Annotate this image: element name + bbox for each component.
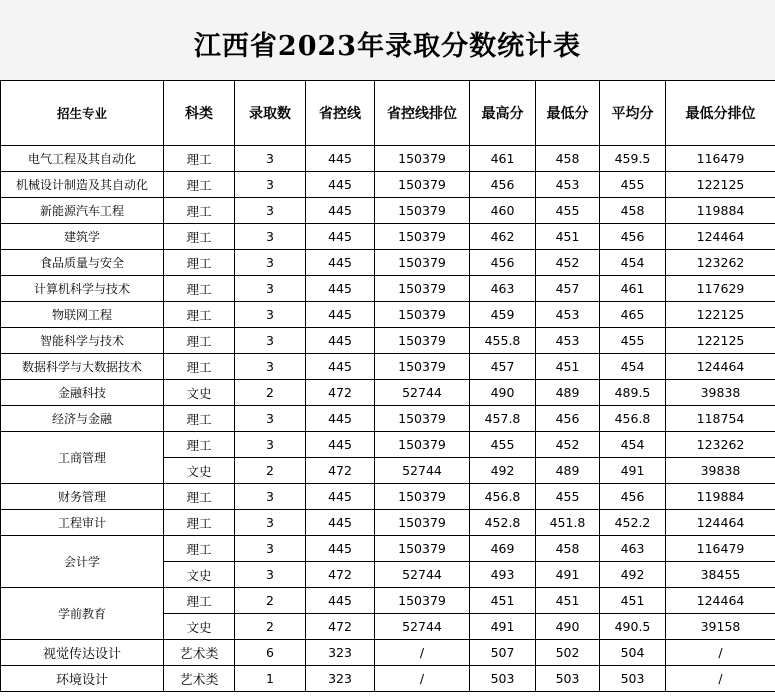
- value-cell: 503: [470, 666, 536, 692]
- table-row: [1, 250, 775, 276]
- category-cell: 理工: [164, 328, 235, 354]
- value-cell: 2: [235, 614, 306, 640]
- value-cell: 150379: [375, 536, 470, 562]
- header-cell: 科类: [164, 81, 235, 146]
- category-cell: 理工: [164, 406, 235, 432]
- value-cell: 453: [536, 302, 600, 328]
- value-cell: 454: [600, 250, 666, 276]
- value-cell: 472: [306, 562, 375, 588]
- category-cell: 理工: [164, 172, 235, 198]
- value-cell: 124464: [666, 510, 775, 536]
- value-cell: 3: [235, 354, 306, 380]
- value-cell: 457.8: [470, 406, 536, 432]
- category-cell: 文史: [164, 380, 235, 406]
- value-cell: 117629: [666, 276, 775, 302]
- header-cell: 省控线: [306, 81, 375, 146]
- table-row: [1, 328, 775, 354]
- major-cell: 工程审计: [1, 510, 164, 536]
- value-cell: 52744: [375, 458, 470, 484]
- category-cell: 理工: [164, 536, 235, 562]
- category-cell: 理工: [164, 302, 235, 328]
- major-cell: 会计学: [1, 536, 164, 588]
- header-cell: 最低分排位: [666, 81, 775, 146]
- value-cell: 490: [536, 614, 600, 640]
- value-cell: 457: [470, 354, 536, 380]
- value-cell: 460: [470, 198, 536, 224]
- table-row: [1, 302, 775, 328]
- table-row: [1, 406, 775, 432]
- value-cell: 452: [536, 250, 600, 276]
- table-body: [1, 146, 775, 692]
- value-cell: 2: [235, 588, 306, 614]
- value-cell: 455: [536, 198, 600, 224]
- value-cell: 455: [536, 484, 600, 510]
- category-cell: 理工: [164, 146, 235, 172]
- value-cell: 445: [306, 250, 375, 276]
- value-cell: 451: [470, 588, 536, 614]
- table-row: [1, 432, 775, 458]
- value-cell: 150379: [375, 406, 470, 432]
- value-cell: 39838: [666, 458, 775, 484]
- value-cell: 453: [536, 172, 600, 198]
- category-cell: 理工: [164, 432, 235, 458]
- value-cell: 445: [306, 536, 375, 562]
- value-cell: 445: [306, 146, 375, 172]
- value-cell: 150379: [375, 328, 470, 354]
- table-row: [1, 224, 775, 250]
- value-cell: 124464: [666, 224, 775, 250]
- major-cell: 经济与金融: [1, 406, 164, 432]
- category-cell: 文史: [164, 562, 235, 588]
- category-cell: 艺术类: [164, 666, 235, 692]
- value-cell: 118754: [666, 406, 775, 432]
- value-cell: 459: [470, 302, 536, 328]
- value-cell: 472: [306, 614, 375, 640]
- value-cell: 456: [536, 406, 600, 432]
- value-cell: 461: [470, 146, 536, 172]
- category-cell: 理工: [164, 354, 235, 380]
- table-row: [1, 536, 775, 562]
- table-row: [1, 146, 775, 172]
- header-cell: 平均分: [600, 81, 666, 146]
- value-cell: 451: [600, 588, 666, 614]
- value-cell: 456: [600, 224, 666, 250]
- value-cell: 150379: [375, 224, 470, 250]
- value-cell: 465: [600, 302, 666, 328]
- value-cell: 52744: [375, 380, 470, 406]
- value-cell: 3: [235, 406, 306, 432]
- table-row: [1, 640, 775, 666]
- value-cell: 445: [306, 224, 375, 250]
- value-cell: 455.8: [470, 328, 536, 354]
- value-cell: 503: [600, 666, 666, 692]
- value-cell: 452: [536, 432, 600, 458]
- value-cell: 455: [470, 432, 536, 458]
- value-cell: 52744: [375, 614, 470, 640]
- value-cell: 1: [235, 666, 306, 692]
- value-cell: 489.5: [600, 380, 666, 406]
- header-cell: 招生专业: [1, 81, 164, 146]
- table-row: [1, 510, 775, 536]
- value-cell: 3: [235, 276, 306, 302]
- value-cell: 461: [600, 276, 666, 302]
- value-cell: 463: [600, 536, 666, 562]
- value-cell: 124464: [666, 354, 775, 380]
- header-cell: 省控线排位: [375, 81, 470, 146]
- value-cell: 459.5: [600, 146, 666, 172]
- value-cell: 452.2: [600, 510, 666, 536]
- value-cell: 123262: [666, 250, 775, 276]
- major-cell: 计算机科学与技术: [1, 276, 164, 302]
- major-cell: 建筑学: [1, 224, 164, 250]
- value-cell: 3: [235, 432, 306, 458]
- value-cell: 3: [235, 172, 306, 198]
- table-row: [1, 172, 775, 198]
- value-cell: 456.8: [600, 406, 666, 432]
- value-cell: 52744: [375, 562, 470, 588]
- value-cell: 472: [306, 380, 375, 406]
- value-cell: 472: [306, 458, 375, 484]
- table-row: [1, 354, 775, 380]
- header-cell: 最高分: [470, 81, 536, 146]
- value-cell: 458: [536, 146, 600, 172]
- value-cell: 445: [306, 484, 375, 510]
- value-cell: 3: [235, 302, 306, 328]
- value-cell: 445: [306, 276, 375, 302]
- value-cell: 150379: [375, 588, 470, 614]
- table-row: [1, 276, 775, 302]
- major-cell: 工商管理: [1, 432, 164, 484]
- value-cell: 3: [235, 224, 306, 250]
- major-cell: 财务管理: [1, 484, 164, 510]
- title-bar: [0, 0, 775, 80]
- value-cell: 451: [536, 588, 600, 614]
- value-cell: 456: [600, 484, 666, 510]
- value-cell: 3: [235, 250, 306, 276]
- value-cell: 454: [600, 354, 666, 380]
- major-cell: 电气工程及其自动化: [1, 146, 164, 172]
- value-cell: 469: [470, 536, 536, 562]
- value-cell: 456: [470, 250, 536, 276]
- value-cell: 150379: [375, 276, 470, 302]
- value-cell: 122125: [666, 328, 775, 354]
- value-cell: 456: [470, 172, 536, 198]
- value-cell: 119884: [666, 484, 775, 510]
- value-cell: 445: [306, 510, 375, 536]
- table-row: [1, 588, 775, 614]
- value-cell: 463: [470, 276, 536, 302]
- major-cell: 金融科技: [1, 380, 164, 406]
- table-row: [1, 484, 775, 510]
- value-cell: 452.8: [470, 510, 536, 536]
- major-cell: 数据科学与大数据技术: [1, 354, 164, 380]
- value-cell: 445: [306, 588, 375, 614]
- value-cell: 150379: [375, 510, 470, 536]
- value-cell: 3: [235, 484, 306, 510]
- major-cell: 环境设计: [1, 666, 164, 692]
- value-cell: /: [375, 640, 470, 666]
- category-cell: 理工: [164, 510, 235, 536]
- category-cell: 理工: [164, 198, 235, 224]
- value-cell: 3: [235, 562, 306, 588]
- value-cell: 455: [600, 328, 666, 354]
- value-cell: 2: [235, 380, 306, 406]
- value-cell: 489: [536, 380, 600, 406]
- value-cell: 491: [600, 458, 666, 484]
- value-cell: 3: [235, 510, 306, 536]
- value-cell: 116479: [666, 536, 775, 562]
- value-cell: 504: [600, 640, 666, 666]
- value-cell: 122125: [666, 302, 775, 328]
- value-cell: 454: [600, 432, 666, 458]
- value-cell: 150379: [375, 146, 470, 172]
- category-cell: 理工: [164, 250, 235, 276]
- category-cell: 文史: [164, 458, 235, 484]
- value-cell: 3: [235, 536, 306, 562]
- value-cell: 462: [470, 224, 536, 250]
- value-cell: 6: [235, 640, 306, 666]
- header-cell: 最低分: [536, 81, 600, 146]
- value-cell: 39158: [666, 614, 775, 640]
- value-cell: 323: [306, 666, 375, 692]
- value-cell: 503: [536, 666, 600, 692]
- value-cell: 493: [470, 562, 536, 588]
- value-cell: 123262: [666, 432, 775, 458]
- value-cell: 453: [536, 328, 600, 354]
- admission-score-table: [0, 80, 775, 692]
- value-cell: 39838: [666, 380, 775, 406]
- value-cell: 119884: [666, 198, 775, 224]
- table-row: [1, 380, 775, 406]
- value-cell: 445: [306, 302, 375, 328]
- value-cell: 3: [235, 146, 306, 172]
- table-row: [1, 666, 775, 692]
- value-cell: 2: [235, 458, 306, 484]
- category-cell: 理工: [164, 484, 235, 510]
- major-cell: 机械设计制造及其自动化: [1, 172, 164, 198]
- value-cell: 150379: [375, 198, 470, 224]
- value-cell: 3: [235, 198, 306, 224]
- category-cell: 艺术类: [164, 640, 235, 666]
- value-cell: 490.5: [600, 614, 666, 640]
- value-cell: 445: [306, 328, 375, 354]
- value-cell: 491: [470, 614, 536, 640]
- header-cell: 录取数: [235, 81, 306, 146]
- value-cell: /: [666, 666, 775, 692]
- value-cell: 150379: [375, 484, 470, 510]
- value-cell: 3: [235, 328, 306, 354]
- major-cell: 智能科学与技术: [1, 328, 164, 354]
- value-cell: 445: [306, 354, 375, 380]
- value-cell: 122125: [666, 172, 775, 198]
- value-cell: 150379: [375, 250, 470, 276]
- value-cell: 150379: [375, 302, 470, 328]
- value-cell: /: [666, 640, 775, 666]
- value-cell: 490: [470, 380, 536, 406]
- category-cell: 理工: [164, 276, 235, 302]
- value-cell: 491: [536, 562, 600, 588]
- value-cell: 323: [306, 640, 375, 666]
- value-cell: 116479: [666, 146, 775, 172]
- value-cell: 455: [600, 172, 666, 198]
- value-cell: 124464: [666, 588, 775, 614]
- major-cell: 物联网工程: [1, 302, 164, 328]
- value-cell: 451: [536, 354, 600, 380]
- value-cell: 492: [600, 562, 666, 588]
- major-cell: 新能源汽车工程: [1, 198, 164, 224]
- category-cell: 文史: [164, 614, 235, 640]
- header-row: [1, 81, 775, 146]
- value-cell: 451.8: [536, 510, 600, 536]
- value-cell: 502: [536, 640, 600, 666]
- value-cell: 38455: [666, 562, 775, 588]
- major-cell: 视觉传达设计: [1, 640, 164, 666]
- value-cell: 458: [536, 536, 600, 562]
- value-cell: 445: [306, 172, 375, 198]
- value-cell: 150379: [375, 172, 470, 198]
- value-cell: 150379: [375, 432, 470, 458]
- value-cell: 445: [306, 432, 375, 458]
- value-cell: 458: [600, 198, 666, 224]
- value-cell: 451: [536, 224, 600, 250]
- value-cell: 150379: [375, 354, 470, 380]
- page-title: 江西省2023年录取分数统计表: [193, 30, 582, 62]
- category-cell: 理工: [164, 588, 235, 614]
- value-cell: 489: [536, 458, 600, 484]
- value-cell: 445: [306, 198, 375, 224]
- table-row: [1, 198, 775, 224]
- major-cell: 食品质量与安全: [1, 250, 164, 276]
- value-cell: 492: [470, 458, 536, 484]
- category-cell: 理工: [164, 224, 235, 250]
- value-cell: 457: [536, 276, 600, 302]
- value-cell: 507: [470, 640, 536, 666]
- major-cell: 学前教育: [1, 588, 164, 640]
- value-cell: 456.8: [470, 484, 536, 510]
- value-cell: /: [375, 666, 470, 692]
- value-cell: 445: [306, 406, 375, 432]
